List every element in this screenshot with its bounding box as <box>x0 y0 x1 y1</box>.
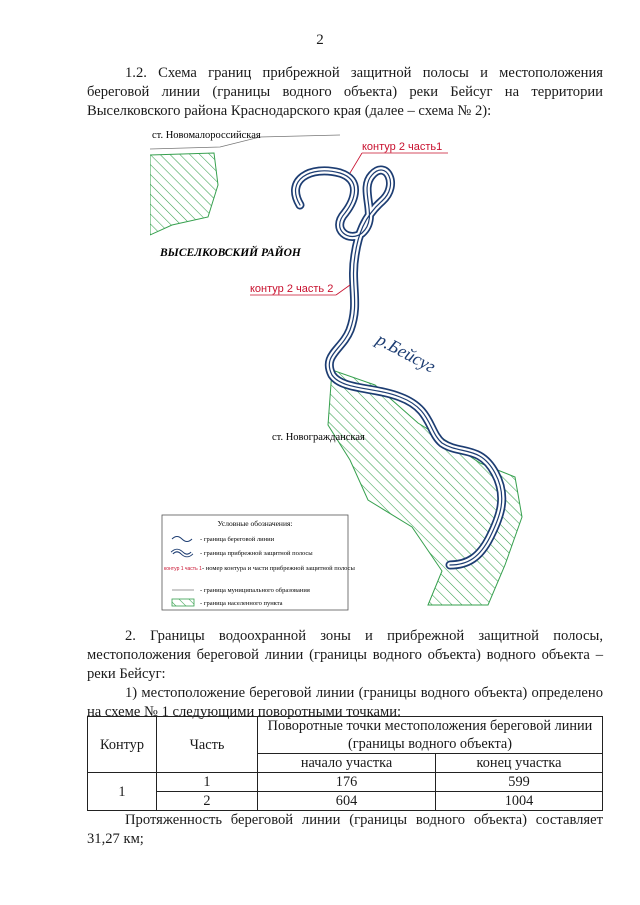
legend-contour-swatch: контур 1 часть 1 <box>164 566 202 572</box>
section-2-paragraph: 2. Границы водоохранной зоны и прибрежной защитной полосы, местоположения береговой линии (границы водного объекта) водного объекта – реки Бейсуг: <box>87 628 603 682</box>
legend-item-contour: - номер контура и части прибрежной защитной полосы <box>202 565 355 572</box>
header-start: начало участка <box>258 754 436 773</box>
header-end: конец участка <box>436 754 603 773</box>
shoreline-length-paragraph: Протяженность береговой линии (границы водного объекта) составляет 31,27 км; <box>87 812 603 847</box>
section-1-2-paragraph: 1.2. Схема границ прибрежной защитной полосы и местоположения береговой линии (границы водного объекта) реки Бейсуг на территории Выселковского района Краснодарского края (далее – схема № 2): <box>87 65 603 119</box>
river-name-label: р.Бейсуг <box>373 328 440 377</box>
contour-2-part-2-label: контур 2 часть 2 <box>250 283 334 295</box>
header-part: Часть <box>157 717 258 773</box>
page-number: 2 <box>316 32 324 48</box>
settlement-label-south: ст. Новогражданская <box>272 432 365 443</box>
legend-item-municipal: - граница муниципального образования <box>200 587 310 594</box>
item-1-paragraph: 1) местоположение береговой линии (границы водного объекта) определено на схеме № 1 следующими поворотными точками: <box>87 685 603 720</box>
cell-contour: 1 <box>88 773 157 811</box>
cell-start: 176 <box>258 773 436 792</box>
legend-item-shoreline: - граница береговой линии <box>200 536 275 543</box>
river-scheme-map <box>150 125 550 615</box>
cell-end: 599 <box>436 773 603 792</box>
cell-end: 1004 <box>436 792 603 811</box>
header-contour: Контур <box>88 717 157 773</box>
legend-settlement-swatch <box>172 599 194 606</box>
legend-item-settlement: - граница населенного пункта <box>200 600 283 607</box>
cell-part: 1 <box>157 773 258 792</box>
settlement-label-north: ст. Новомалороссийская <box>152 130 261 141</box>
table-row <box>88 773 603 792</box>
turning-points-table <box>87 716 603 811</box>
map-legend <box>162 515 355 610</box>
table-row <box>88 792 603 811</box>
header-turning-points: Поворотные точки местоположения береговой линии (границы водного объекта) <box>258 717 603 754</box>
settlement-area-north <box>150 153 218 235</box>
settlement-area-south <box>328 370 522 605</box>
district-label: ВЫСЕЛКОВСКИЙ РАЙОН <box>160 247 301 259</box>
legend-item-strip: - граница прибрежной защитной полосы <box>200 550 313 557</box>
cell-start: 604 <box>258 792 436 811</box>
contour-2-part-1-label: контур 2 часть1 <box>362 141 443 153</box>
legend-title: Условные обозначения: <box>217 519 293 528</box>
cell-part: 2 <box>157 792 258 811</box>
